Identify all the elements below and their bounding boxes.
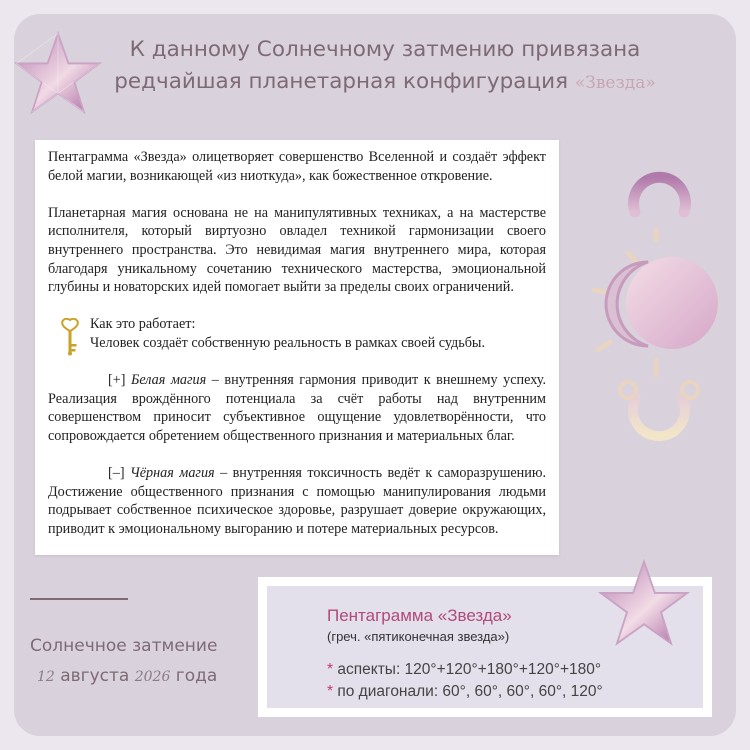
how-title: Как это работает:: [90, 316, 196, 333]
eclipse-title: Солнечное затмение: [30, 636, 218, 656]
paragraph-black-magic: [48, 464, 546, 538]
config-subtitle: (греч. «пятиконечная звезда»): [327, 629, 510, 644]
config-title: Пентаграмма «Звезда»: [327, 606, 512, 625]
title-accent: «Звезда»: [574, 73, 656, 93]
config-diagonals: [327, 683, 603, 701]
star-icon: [598, 558, 690, 650]
config-aspects: [327, 661, 601, 679]
eclipse-date: [37, 666, 217, 686]
diagonals-text: по диагонали: 60°, 60°, 60°, 60°, 120°: [337, 683, 603, 700]
page-title: [60, 34, 710, 99]
paragraph-magic: Планетарная магия основана не на манипулятивных техниках, а на мастерстве исполнителя, который виртуозно овладел техникой гармонизации своего внутреннего пространства. Это невидимая магия внутреннего мира, которая благодаря уникальному сочетанию технического мастерства, эмоциональной глубины и новаторских идей помогает выйти за пределы своих ограничений.: [48, 204, 546, 296]
paragraph-white-magic: [48, 371, 546, 445]
title-line-1: К данному Солнечному затмению привязана: [129, 37, 641, 62]
article-text: [48, 148, 546, 538]
black-text: – внутренняя токсичность ведёт к саморазрушению. Достижение общественного признания с помощью манипулирования людьми подрывает собственное психическое здоровье, разрушает доверие окружающих, приводит к эмоциональному выгоранию и потере материальных ресурсов.: [48, 465, 547, 537]
paragraph-intro: Пентаграмма «Звезда» олицетворяет совершенство Вселенной и создаёт эффект белой магии, возникающей «из ниоткуда», как божественное откровение.: [48, 149, 546, 184]
white-term: Белая магия: [130, 372, 207, 389]
article-panel: [35, 140, 559, 555]
eclipse-suffix: года: [170, 666, 218, 686]
uranus-symbol-icon: [592, 150, 732, 470]
how-text: Человек создаёт собственную реальность в рамках своей судьбы.: [90, 334, 486, 351]
title-line-2: редчайшая планетарная конфигурация: [114, 69, 575, 94]
divider-line: [30, 598, 128, 600]
white-mark: [+]: [108, 372, 126, 389]
bullet-mark: *: [327, 661, 334, 678]
white-text: – внутренняя гармония приводит к внешнему успеху. Реализация врождённого потенциала за счёт работы над внутренним совершенством приносит субъективное ощущение удовлетворённости, что сопровождается обретением общественного признания и материальных благ.: [48, 372, 546, 444]
aspects-text: аспекты: 120°+120°+180°+120°+180°: [337, 661, 602, 678]
black-term: Чёрная магия: [129, 465, 215, 482]
eclipse-day: 12: [37, 669, 55, 685]
bullet-mark: *: [327, 683, 334, 700]
black-mark: [–]: [108, 465, 125, 482]
eclipse-month: августа: [54, 666, 135, 686]
eclipse-year: 2026: [134, 669, 171, 685]
